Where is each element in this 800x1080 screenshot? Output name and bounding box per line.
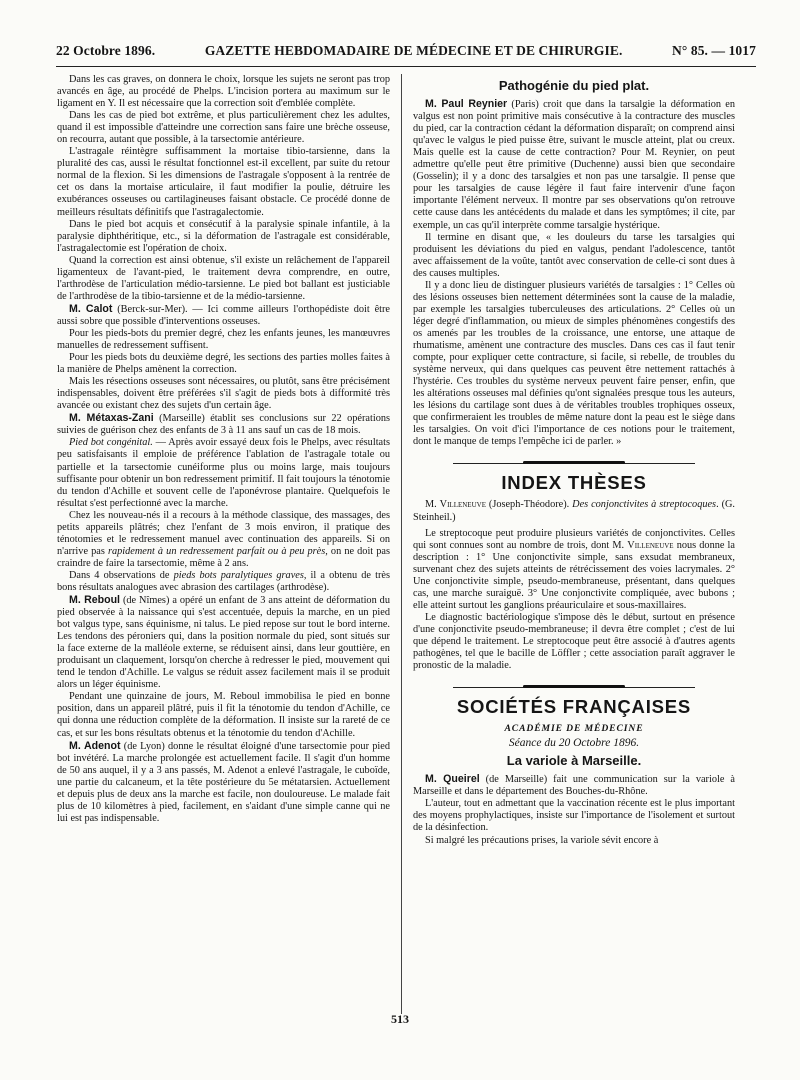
paragraph: L'auteur, tout en admettant que la vaccination récente est le plus important des moyens prophylactiques, insiste sur l'importance de l'isolement et surtout de la désinfection. (413, 798, 735, 834)
paragraph: Le diagnostic bactériologique s'impose dès le début, surtout en présence d'une conjonctivite pseudo-membraneuse; il devra être complet ; c'est de lui que dépend le traitement. Le streptocoque peut être associé à d'autres agents pathogènes, tel que le bacille de Löffler ; cette association paraît aggraver le pronostic de la maladie. (413, 611, 735, 672)
left-column (57, 74, 390, 1034)
speaker-text: (Berck-sur-Mer). — Ici comme ailleurs l'orthopédiste doit être aussi sobre que possible d'interventions osseuses. (57, 303, 390, 327)
paragraph-reynier (413, 98, 735, 232)
these-author-rest: (Joseph-Théodore). (485, 499, 573, 511)
column-rule (401, 74, 402, 1014)
section-divider (413, 458, 735, 469)
paragraph-metaxas (57, 412, 390, 437)
header-rule (56, 66, 756, 67)
paragraph: Quand la correction est ainsi obtenue, s'il existe un relâchement de l'appareil ligamenteux de l'avant-pied, le traitement devra comprendre, en outre, l'arthrodèse de l'articulation médio-tarsienne. Le pied bot ballant est justiciable de l'arthrodèse de la tibio-tarsienne et de la médio-tarsienne. (57, 254, 390, 302)
paragraph: Dans les cas de pied bot extrême, et plus particulièrement chez les adultes, quand il est impossible d'atteindre une correction sans faire une brèche osseuse, on recourra, autant que possible, à la tarsectomie antérieure. (57, 110, 390, 146)
speaker-name: M. Adenot (69, 739, 121, 752)
section-divider (413, 682, 735, 693)
speaker-name: M. Métaxas-Zani (69, 412, 154, 425)
paragraph: L'astragale réintègre suffisamment la mortaise tibio-tarsienne, dans la pluralité des cas, aussi le résultat fonctionnel est-il excellent, par suite du retour normal de la flexion. Si les dimensions de l'astragale s'opposent à la rentrée de cet os dans la mortaise articulaire, il faut modifier la poulie, détruire les exubérances osseuses ou cartilagineuses faisant obstacle. Ce procédé donne de meilleurs résultats définitifs que l'astragalectomie. (57, 146, 390, 218)
section-title-societes: SOCIÉTÉS FRANÇAISES (456, 696, 692, 718)
section-title-pathogenie: Pathogénie du pied plat. (498, 78, 650, 93)
issue-date: 22 Octobre 1896. (56, 43, 156, 58)
speaker-name: M. Queirel (425, 773, 480, 786)
paragraph-reboul (57, 594, 390, 691)
paragraph: Pour les pieds bots du deuxième degré, les sections des parties molles faites à la manière de Phelps amènent la correction. (57, 352, 390, 376)
speaker-text: (de Nîmes) a opéré un enfant de 3 ans atteint de déformation du pied observée à la naissance qui s'est accentuée, depuis la marche, en un pied bot valgus type, sans équinisme, ni talus. Le pied repose sur tout le bord interne. Les tendons des péroniers qui, dans la position normale du pied, sont situés sur la face externe de la malléole externe, se réduisent ainsi, dans leur gouttière, en produisant un claquement, lorsqu'on cherche à redresser le pied, mouvement qui tend le tendon d'Achille. Le valgus se réduit assez facilement mais il se produit alors un léger équinisme. (57, 595, 390, 691)
author-name: Villeneuve (627, 539, 674, 551)
section-title-variole: La variole à Marseille. (506, 753, 642, 769)
speaker-name: M. Paul Reynier (425, 98, 508, 111)
paragraph (57, 510, 390, 570)
paragraph (57, 570, 390, 594)
speaker-text: (Paris) croit que dans la tarsalgie la déformation en valgus est non point primitive mais consécutive à la contracture des muscles du pied, car la contraction cédant la déformation disparaît; on comprend ainsi qu'avec le valgus le pied puisse être, suivant le muscle atteint, plat ou creux. Mais quelle est la cause de cette contraction? Pour M. Reynier, on peut admettre qu'elle peut être primitive (Duchenne) aussi bien que secondaire (Gosselin); il y a donc des tarsalgies et non pas une tarsalgie. Il pense que pour les tarsalgies de cause légère il faut faire intervenir d'une façon importante l'élément nerveux. Il montre par ses observations qu'on retrouve cette cause dans les antécédents du malade et dans les symptômes; il cite, par exemple, un cas qu'il interprète comme tarsalgie hystérique. (413, 99, 735, 231)
these-title: Des conjonctivites à streptocoques (572, 499, 717, 511)
paragraph: Dans les cas graves, on donnera le choix, lorsque les sujets ne seront pas trop avancés en âge, au procédé de Phelps. L'incision portera au maximum sur le ligament en Y. Il est nécessaire que la correction soit d'emblée complète. (57, 74, 390, 110)
speaker-name: M. Reboul (69, 594, 120, 607)
seance-date: Séance du 20 Octobre 1896. (508, 737, 640, 750)
paragraph-calot (57, 303, 390, 328)
paragraph-text: nous donne la description : 1° Une conjonctivite simple, sans exsudat membraneux, survenant chez des sujets atteints de rétrécissement des voies lacrymales. 2° Une conjonctivite simple, pseudo-membraneuse, présentant, dans quelques cas, une marche suraiguë. 3° Une conjonctivite compliquée, avec bubons ; elle atteint surtout les ganglions préauriculaire et sous-maxillaires. (413, 539, 735, 611)
paragraph: Il termine en disant que, « les douleurs du tarse les tarsalgies qui produisent les déviations du pied en valgus, pendant l'adolescence, tantôt avec affaissement de la voûte, tantôt avec conservation de celle-ci sont dues à des causes multiples. (413, 231, 735, 279)
paragraph-text: , il a obtenu de très bons résultats analogues avec abrasion des cartilages (arthrodèse). (57, 569, 390, 593)
paragraph-queirel (413, 773, 735, 798)
paragraph: Dans le pied bot acquis et consécutif à la paralysie spinale infantile, à la paralysie diphthéritique, etc., si la déformation de l'astragale est considérable, l'astragalectomie est l'opération de choix. (57, 218, 390, 254)
speaker-text: (de Marseille) fait une communication sur la variole à Marseille et dans le département des Bouches-du-Rhône. (413, 774, 735, 798)
paragraph: Mais les résections osseuses sont nécessaires, ou plutôt, sans être précisément indispensables, doivent être préférées s'il s'agit de pieds bots à difformité très avancée ou existant chez des sujets d'un certain âge. (57, 376, 390, 412)
page-header (56, 38, 756, 64)
speaker-name: M. Calot (69, 302, 113, 315)
speaker-text: (de Lyon) donne le résultat éloigné d'une tarsectomie pour pied bot invétéré. La marche prolongée est actuellement facile. Il s'agit d'un homme de 50 ans auquel, il y a 3 ans passés, M. Adenot a enlevé l'astragale, le cuboïde, une partie du calcaneum, et la tête postérieure du 5e métatarsien. Actuellement et depuis plus de deux ans la marche est facile, non douloureuse. Le malade fait plus de 10 kilomètres à pied, facilement, en s'aidant d'une simple canne qui ne lui est pas indispensable. (57, 740, 390, 824)
paragraph-adenot (57, 740, 390, 825)
academie-heading: ACADÉMIE DE MÉDECINE (504, 723, 644, 735)
these-author: Villeneuve (439, 499, 486, 511)
paragraph-text: Chez les nouveau-nés il a recours à la méthode classique, des massages, des petits appareils plâtrés; chez l'enfant de 3 mois environ, il pratique des ténotomies et le redressement manuel avec continuation des appareils. Si on n'arrive pas (57, 509, 390, 557)
paragraph-text: , on ne doit pas craindre de faire la tarsectomie, même à 2 ans. (57, 545, 390, 569)
paragraph: Pour les pieds-bots du premier degré, chez les enfants jeunes, les manœuvres manuelles de redressement suffisent. (57, 327, 390, 352)
these-publisher: . (G. Steinheil.) (413, 499, 735, 523)
issue-number: N° 85. — 1017 (672, 43, 756, 58)
italic-text: rapidement à un redressement parfait ou à peu près (107, 545, 326, 557)
paragraph-text: — Après avoir essayé deux fois le Phelps, avec résultats peu satisfaisants il emploie de préférence l'ablation de l'astragale totale ou partielle et la tarsectomie cunéiforme plus ou moins large, mais toujours suffisante pour obtenir un bon redressement primitif. Il fait toujours la ténotomie du tendon d'Achille et souvent celle de l'aponévrose plantaire. Quelquefois le résultat s'est perfectionné avec la marche. (57, 437, 390, 509)
section-title-index-theses: INDEX THÈSES (501, 472, 647, 494)
page-number: 513 (391, 1012, 409, 1026)
paragraph-text: Dans 4 observations de (69, 569, 174, 581)
citation-prefix: M. (425, 499, 440, 511)
paragraph: Pendant une quinzaine de jours, M. Reboul immobilisa le pied en bonne position, dans un appareil plâtré, puis il fit la ténotomie du tendon d'Achille, ce qui donna une réduction complète de la déformation. Il insiste sur la rareté de ce cas, et sur les bons résultats obtenus et la ténotomie du tendon d'Achille. (57, 691, 390, 739)
paragraph (57, 437, 390, 509)
paragraph-text: Le streptocoque peut produire plusieurs variétés de conjonctivites. Celles qui sont connues sont au nombre de trois, dont M. (413, 527, 735, 551)
italic-heading: Pied bot congénital. (69, 437, 153, 449)
paragraph: Si malgré les précautions prises, la variole sévit encore à (425, 834, 659, 846)
paragraph (413, 528, 735, 612)
journal-title: GAZETTE HEBDOMADAIRE DE MÉDECINE ET DE CHIRURGIE. (204, 43, 623, 58)
right-column (413, 74, 735, 1034)
these-citation (413, 499, 735, 523)
paragraph: Il y a donc lieu de distinguer plusieurs variétés de tarsalgies : 1° Celles où des lésions osseuses bien nettement déterminées sont la cause de la maladie, par exemple les tarsalgies tuberculeuses des articulations. 2° Celles où un léger degré d'inflammation, ou mieux de simples phénomènes congestifs des os amenés par les troubles de la croissance, une entorse, une attaque de rhumatisme, amènent une contracture des muscles. Dans ces cas il faut tenir compte, pour expliquer cette contracture, si facile, si rebelle, de troubles du système nerveux, qui dans quelques cas peuvent être nettement rattachés à l'hystérie. Ces troubles du système nerveux peuvent faire penser, enfin, que les altérations osseuses mal définies qu'ont signalées presque tous les auteurs, les lésions du cartilage sont dues à de véritables troubles trophiques osseux, que confirmeraient les troubles de même nature dont la peau est le siège dans les tarsalgies. On voit d'ici l'importance de ces notions pour le traitement, dont le manque de temps l'empêche ici de parler. » (413, 279, 735, 448)
speaker-text: (Marseille) établit ses conclusions sur 22 opérations suivies de guérison chez des enfants de 3 à 11 ans sauf un cas de 18 mois. (57, 413, 390, 437)
italic-text: pieds bots paralytiques graves (173, 569, 304, 581)
